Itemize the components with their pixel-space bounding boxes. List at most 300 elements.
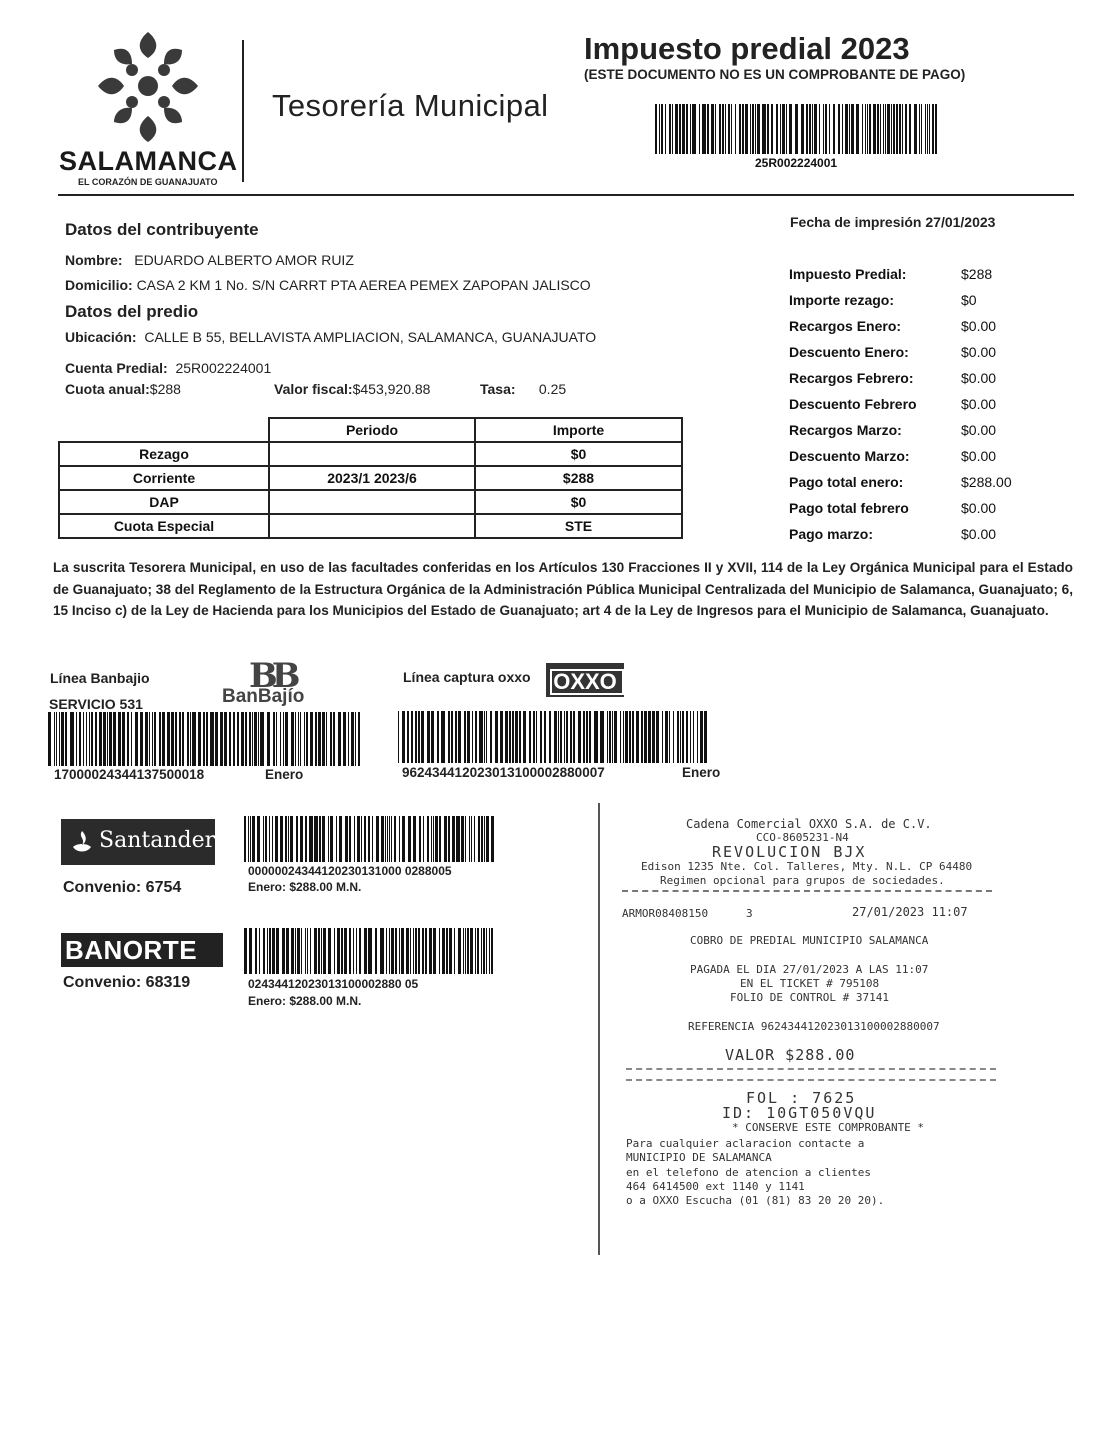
barcode-bar — [439, 816, 441, 862]
barcode-bar — [182, 712, 184, 766]
barcode-bar — [682, 711, 684, 763]
barcode-bar — [500, 711, 503, 763]
barcode-bar — [704, 711, 707, 763]
banbajio-service: SERVICIO 531 — [49, 696, 143, 712]
barcode-bar — [877, 104, 879, 154]
table-row — [59, 514, 682, 538]
barcode-bar — [594, 711, 598, 763]
barcode-bar — [437, 711, 439, 763]
barcode-bar — [162, 712, 165, 766]
barcode-bar — [295, 928, 296, 974]
barcode-bar — [486, 816, 489, 862]
barcode-bar — [99, 712, 102, 766]
barcode-bar — [145, 712, 148, 766]
barcode-bar — [276, 928, 279, 974]
summary-row — [789, 422, 1049, 448]
barcode-bar — [452, 816, 455, 862]
annual-label: Cuota anual: — [65, 381, 150, 397]
barcode-bar — [336, 816, 337, 862]
barcode-bar — [318, 928, 320, 974]
barcode-bar — [354, 816, 355, 862]
barcode-bar — [288, 816, 289, 862]
receipt-store: REVOLUCION BJX — [712, 843, 867, 861]
barcode-bar — [364, 816, 366, 862]
barcode-bar — [387, 816, 388, 862]
receipt-line: Cadena Comercial OXXO S.A. de C.V. — [686, 817, 932, 831]
barcode-bar — [479, 711, 483, 763]
barcode-bar — [83, 712, 84, 766]
barcode-bar — [471, 816, 472, 862]
table-row — [59, 442, 682, 466]
barcode-bar — [179, 712, 181, 766]
rate-row — [480, 381, 566, 397]
barcode-bar — [456, 816, 460, 862]
barcode-bar — [715, 104, 716, 154]
summary-row — [789, 500, 1049, 526]
barcode-bar — [361, 816, 362, 862]
receipt-register: ARMOR08408150 — [622, 907, 709, 920]
banorte-amount: Enero: $288.00 M.N. — [248, 994, 362, 1008]
barcode-bar — [780, 104, 781, 154]
barcode-bar — [927, 104, 928, 154]
barcode-bar — [849, 104, 850, 154]
barcode-bar — [899, 104, 901, 154]
barcode-bar — [431, 816, 432, 862]
barcode-bar — [70, 712, 74, 766]
table-cell: DAP — [59, 490, 269, 514]
barcode-bar — [614, 711, 617, 763]
receipt-fol: FOL : 7625 — [746, 1089, 857, 1107]
barcode-bar — [249, 928, 252, 974]
barcode-bar — [463, 928, 464, 974]
barcode-bar — [406, 928, 409, 974]
barcode-bar — [625, 711, 628, 763]
barcode-bar — [742, 104, 744, 154]
barcode-bar — [391, 928, 394, 974]
barcode-bar — [244, 816, 246, 862]
barcode-bar — [842, 104, 843, 154]
barcode-bar — [484, 816, 485, 862]
summary-value: $0.00 — [961, 422, 997, 438]
barcode-bar — [725, 104, 726, 154]
account-number: 25R002224001 — [175, 360, 272, 376]
summary-row — [789, 370, 1049, 396]
barcode-bar — [91, 712, 93, 766]
barcode-bar — [444, 816, 447, 862]
barcode-bar — [229, 712, 231, 766]
barcode-bar — [686, 711, 688, 763]
barcode-bar — [636, 711, 639, 763]
barcode-bar — [477, 928, 479, 974]
barcode-bar — [127, 712, 129, 766]
barcode-bar — [745, 104, 748, 154]
receipt-folio: FOLIO DE CONTROL # 37141 — [730, 991, 889, 1004]
barcode-bar — [376, 816, 379, 862]
barcode-bar — [272, 928, 275, 974]
table-cell: STE — [475, 514, 682, 538]
table-cell: $0 — [475, 490, 682, 514]
barcode-bar — [48, 712, 51, 766]
barcode-bar — [56, 712, 57, 766]
barcode-bar — [823, 104, 824, 154]
table-cell: Rezago — [59, 442, 269, 466]
receipt-divider — [626, 1068, 996, 1070]
location-label: Ubicación: — [65, 329, 137, 345]
barcode-bar — [345, 816, 348, 862]
barcode-bar — [391, 816, 392, 862]
address-label: Domicilio: — [65, 277, 133, 293]
barcode-bar — [310, 712, 313, 766]
barcode-bar — [305, 928, 306, 974]
barcode-bar — [423, 816, 424, 862]
barcode-bar — [333, 712, 335, 766]
barcode-bar — [309, 816, 313, 862]
barcode-bar — [475, 928, 476, 974]
barcode-bar — [564, 711, 565, 763]
barcode-bar — [254, 712, 257, 766]
barcode-bar — [65, 712, 67, 766]
barcode-bar — [767, 104, 769, 154]
header-barcode-number: 25R002224001 — [755, 156, 838, 170]
barcode-bar — [607, 711, 608, 763]
barcode-bar — [682, 104, 685, 154]
barcode-bar — [454, 928, 455, 974]
barcode-bar — [536, 711, 537, 763]
barcode-bar — [122, 712, 125, 766]
barcode-bar — [469, 816, 470, 862]
barcode-bar — [203, 712, 205, 766]
barcode-bar — [932, 104, 934, 154]
barcode-bar — [669, 104, 671, 154]
barcode-bar — [245, 712, 247, 766]
print-date: Fecha de impresión 27/01/2023 — [790, 214, 996, 230]
receipt-divider — [622, 890, 992, 892]
santander-flame-icon — [69, 829, 95, 855]
oxxo-receipt — [596, 803, 1016, 1255]
banorte-logo-text: BANORTE — [65, 935, 198, 965]
barcode-bar — [673, 711, 674, 763]
barcode-bar — [343, 712, 346, 766]
table-header-row — [59, 418, 682, 442]
barcode-bar — [258, 712, 259, 766]
summary-label: Impuesto Predial: — [789, 266, 907, 282]
barcode-bar — [461, 816, 464, 862]
barcode-bar — [789, 104, 792, 154]
barcode-bar — [198, 712, 201, 766]
barcode-bar — [484, 711, 485, 763]
barcode-bar — [356, 928, 357, 974]
barcode-bar — [301, 928, 302, 974]
barcode-bar — [402, 711, 405, 763]
barcode-bar — [707, 104, 709, 154]
barcode-bar — [131, 712, 132, 766]
summary-label: Descuento Marzo: — [789, 448, 910, 464]
barcode-bar — [298, 712, 299, 766]
barcode-bar — [399, 816, 400, 862]
barcode-bar — [167, 712, 170, 766]
barcode-bar — [257, 816, 260, 862]
barcode-bar — [269, 816, 270, 862]
barcode-bar — [315, 712, 317, 766]
barcode-bar — [408, 816, 411, 862]
barcode-bar — [439, 928, 440, 974]
property-location: CALLE B 55, BELLAVISTA AMPLIACION, SALAMANCA, GUANAJUATO — [144, 329, 597, 345]
barcode-bar — [89, 712, 90, 766]
oxxo-month: Enero — [682, 765, 721, 780]
barcode-bar — [935, 104, 937, 154]
barcode-bar — [825, 104, 827, 154]
banorte-logo — [61, 933, 223, 967]
table-cell: $0 — [475, 442, 682, 466]
summary-label: Importe rezago: — [789, 292, 895, 308]
table-row — [59, 466, 682, 490]
barcode-bar — [692, 104, 696, 154]
barcode-bar — [431, 711, 434, 763]
barcode-bar — [735, 104, 736, 154]
barcode-bar — [865, 104, 866, 154]
table-header-cell — [59, 418, 269, 442]
barcode-bar — [244, 928, 247, 974]
barcode-bar — [540, 711, 542, 763]
barcode-bar — [375, 928, 377, 974]
barcode-bar — [629, 711, 631, 763]
barcode-bar — [267, 712, 270, 766]
summary-label: Descuento Febrero — [789, 396, 917, 412]
barcode-bar — [467, 711, 470, 763]
santander-number: 00000024344120230131000 0288005 — [248, 864, 452, 878]
receipt-value: VALOR $288.00 — [725, 1046, 856, 1064]
table-row — [59, 490, 682, 514]
header-divider — [242, 40, 244, 182]
barcode-bar — [321, 928, 322, 974]
barcode-bar — [415, 928, 417, 974]
barcode-bar — [433, 928, 436, 974]
barcode-bar — [364, 928, 367, 974]
barcode-bar — [914, 104, 917, 154]
barcode-bar — [113, 712, 116, 766]
barcode-bar — [248, 816, 249, 862]
barcode-bar — [295, 712, 296, 766]
barcode-bar — [472, 711, 473, 763]
santander-logo — [61, 819, 215, 865]
barcode-bar — [411, 711, 413, 763]
barcode-bar — [286, 928, 289, 974]
receipt-datetime: 27/01/2023 11:07 — [852, 905, 968, 919]
barcode-bar — [300, 816, 303, 862]
summary-label: Recargos Marzo: — [789, 422, 902, 438]
barcode-bar — [448, 816, 450, 862]
barcode-bar — [464, 711, 466, 763]
barcode-bar — [470, 928, 473, 974]
barcode-bar — [381, 816, 384, 862]
barcode-bar — [697, 711, 698, 763]
barcode-bar — [285, 712, 288, 766]
barcode-bar — [612, 711, 613, 763]
summary-row — [789, 396, 1049, 422]
banbajio-number: 17000024344137500018 — [54, 767, 205, 782]
barcode-bar — [623, 711, 624, 763]
barcode-bar — [806, 104, 808, 154]
barcode-bar — [929, 104, 930, 154]
summary-value: $288.00 — [961, 474, 1012, 490]
barcode-bar — [290, 816, 293, 862]
barcode-bar — [59, 712, 60, 766]
barcode-bar — [909, 104, 911, 154]
summary-value: $0 — [961, 292, 977, 308]
barcode-bar — [711, 104, 714, 154]
barcode-bar — [233, 712, 235, 766]
barcode-bar — [328, 816, 329, 862]
barcode-bar — [252, 816, 255, 862]
department-title: Tesorería Municipal — [272, 88, 549, 123]
barcode-bar — [731, 104, 732, 154]
barcode-bar — [458, 711, 461, 763]
barcode-bar — [304, 712, 305, 766]
receipt-id: ID: 10GT050VQU — [722, 1104, 877, 1122]
barcode-bar — [700, 711, 703, 763]
barcode-bar — [762, 104, 766, 154]
barcode-bar — [86, 712, 87, 766]
barcode-bar — [515, 711, 518, 763]
barcode-bar — [589, 711, 591, 763]
barcode-bar — [867, 104, 868, 154]
barcode-bar — [224, 712, 227, 766]
barcode-bar — [478, 816, 480, 862]
name-label: Nombre: — [65, 252, 123, 268]
summary-label: Recargos Enero: — [789, 318, 902, 334]
barcode-bar — [61, 712, 64, 766]
taxpayer-section-title: Datos del contribuyente — [65, 220, 259, 239]
barcode-bar — [349, 816, 351, 862]
barcode-bar — [407, 711, 409, 763]
barcode-bar — [455, 711, 457, 763]
barcode-bar — [641, 711, 643, 763]
barcode-bar — [339, 816, 342, 862]
barcode-bar — [154, 712, 156, 766]
barcode-bar — [291, 928, 294, 974]
barcode-bar — [475, 711, 477, 763]
barcode-bar — [399, 928, 400, 974]
barcode-bar — [353, 928, 354, 974]
header-barcode — [655, 104, 939, 154]
table-cell: Corriente — [59, 466, 269, 490]
barcode-bar — [401, 928, 404, 974]
barcode-bar — [833, 104, 835, 154]
barcode-bar — [398, 711, 399, 763]
oxxo-title: Línea captura oxxo — [403, 669, 531, 685]
barcode-bar — [415, 711, 417, 763]
barcode-bar — [656, 711, 659, 763]
barcode-bar — [809, 104, 811, 154]
summary-row — [789, 318, 1049, 344]
barcode-bar — [380, 928, 384, 974]
annual-row — [65, 381, 181, 397]
barcode-bar — [220, 712, 223, 766]
barcode-bar — [675, 104, 678, 154]
summary-value: $0.00 — [961, 370, 997, 386]
barcode-bar — [394, 816, 396, 862]
barcode-bar — [413, 928, 414, 974]
barcode-bar — [337, 928, 340, 974]
barcode-bar — [319, 816, 321, 862]
barcode-bar — [318, 712, 321, 766]
barcode-bar — [560, 711, 562, 763]
santander-barcode — [244, 816, 498, 862]
summary-label: Pago total febrero — [789, 500, 909, 516]
barcode-bar — [578, 711, 581, 763]
summary-row — [789, 266, 1049, 292]
barcode-bar — [448, 711, 450, 763]
barcode-bar — [655, 104, 657, 154]
barcode-bar — [348, 712, 349, 766]
barcode-bar — [533, 711, 535, 763]
receipt-line: Regimen opcional para grupos de sociedades. — [660, 874, 945, 887]
rate-label: Tasa: — [480, 381, 516, 397]
barcode-bar — [896, 104, 898, 154]
document-title: Impuesto predial 2023 — [584, 31, 910, 66]
oxxo-logo — [546, 663, 628, 699]
barcode-bar — [509, 711, 511, 763]
barcode-bar — [107, 712, 108, 766]
barcode-bar — [263, 816, 264, 862]
barcode-bar — [389, 928, 390, 974]
barcode-bar — [644, 711, 647, 763]
barcode-bar — [171, 712, 174, 766]
barcode-bar — [429, 928, 432, 974]
barcode-bar — [883, 104, 884, 154]
barcode-bar — [486, 711, 487, 763]
barcode-bar — [632, 711, 634, 763]
barcode-bar — [427, 816, 429, 862]
barcode-bar — [862, 104, 863, 154]
barcode-bar — [152, 712, 153, 766]
barcode-bar — [273, 712, 275, 766]
barcode-bar — [609, 711, 611, 763]
summary-value: $288 — [961, 266, 993, 282]
receipt-register-no: 3 — [746, 907, 753, 920]
taxpayer-name: EDUARDO ALBERTO AMOR RUIZ — [134, 252, 354, 268]
summary-row — [789, 292, 1049, 318]
banorte-number: 02434412023013100002880 05 — [248, 977, 419, 991]
barcode-bar — [776, 104, 778, 154]
santander-convenio: Convenio: 6754 — [63, 879, 182, 896]
barcode-bar — [252, 712, 253, 766]
payment-summary — [789, 266, 1049, 552]
barcode-bar — [814, 104, 817, 154]
summary-value: $0.00 — [961, 500, 997, 516]
receipt-paid: PAGADA EL DIA 27/01/2023 A LAS 11:07 — [690, 963, 929, 976]
barcode-bar — [237, 712, 239, 766]
summary-label: Pago marzo: — [789, 526, 874, 542]
barcode-bar — [893, 104, 895, 154]
barcode-bar — [919, 104, 920, 154]
barcode-bar — [686, 104, 688, 154]
barcode-bar — [330, 816, 333, 862]
barcode-bar — [441, 711, 445, 763]
taxpayer-address-row — [65, 277, 591, 293]
barcode-bar — [418, 711, 420, 763]
receipt-line: Edison 1235 Nte. Col. Talleres, Mty. N.L. CP 64480 — [641, 860, 973, 873]
barcode-bar — [323, 928, 326, 974]
barcode-bar — [265, 816, 267, 862]
barcode-bar — [812, 104, 813, 154]
barcode-bar — [467, 928, 469, 974]
barcode-bar — [600, 711, 604, 763]
barcode-bar — [819, 104, 820, 154]
summary-value: $0.00 — [961, 526, 997, 542]
barcode-bar — [490, 711, 492, 763]
barcode-bar — [699, 104, 700, 154]
